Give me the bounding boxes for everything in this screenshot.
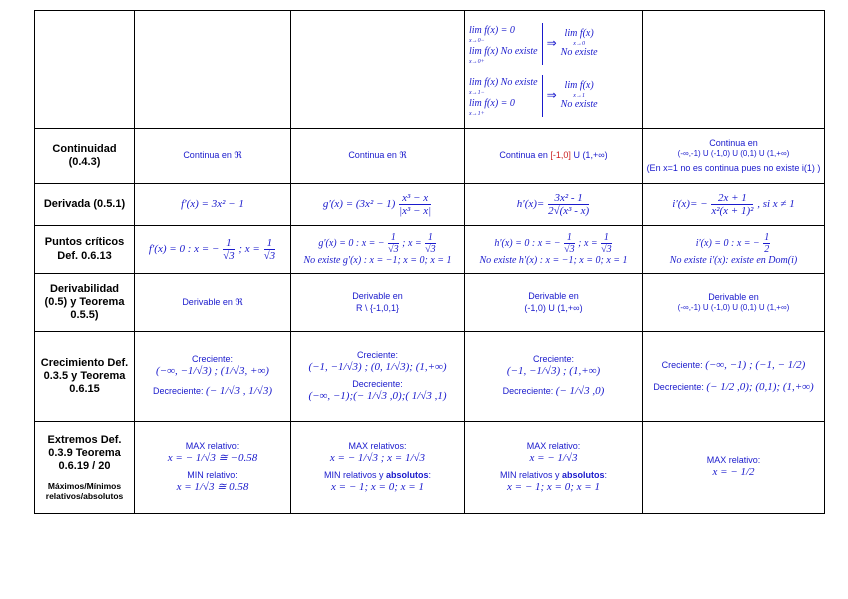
limit-text: lim f(x) No existe [469, 76, 538, 88]
empty-cell [291, 11, 465, 129]
text: MIN relativos y [323, 469, 386, 480]
table-row-derivabilidad [35, 274, 825, 332]
denominator: √3 [601, 243, 612, 255]
text: Decreciente: [153, 386, 204, 397]
numerator: 1 [264, 237, 276, 250]
text: Continua en [499, 150, 551, 161]
text: (−∞, −1/√3) ; (1/√3, +∞) [156, 365, 269, 378]
denominator: √3 [388, 243, 399, 255]
text: (-∞,-1) U (-1,0) U (0,1) U (1,+∞) [677, 149, 790, 158]
cell-crecimiento-f [135, 332, 291, 422]
cell-criticos-i [643, 226, 825, 274]
text: U (1,+∞) [570, 150, 608, 161]
text: : [428, 469, 432, 480]
cell-derivabilidad-f: Derivable en ℜ [135, 274, 291, 332]
text: x = − 1/√3 [529, 451, 578, 464]
text: Creciente: [356, 349, 399, 360]
limit-result: lim f(x) [564, 28, 594, 39]
limit-result: No existe [560, 98, 598, 110]
limit-sub: x→1+ [469, 110, 485, 117]
numerator: 2x + 1 [711, 192, 753, 205]
denominator: √3 [564, 243, 575, 255]
limit-sub: x→1− [469, 89, 485, 96]
text: (-∞,-1) U (-1,0) U (0,1) U (1,+∞) [677, 303, 790, 313]
cell-continuidad-g: Continua en ℜ [291, 129, 465, 184]
table-row-crecimiento [35, 332, 825, 422]
limit-result: No existe [560, 46, 598, 58]
text: Máximos/Mínimos relativos/absolutos [45, 481, 124, 502]
cell-extremos-g [291, 422, 465, 514]
denominator: 2 [764, 243, 770, 255]
text: R \ {-1,0,1} [355, 302, 400, 313]
text: (− 1/2 ,0); (0,1); (1,+∞) [706, 380, 814, 393]
empty-cell [35, 11, 135, 129]
row-label: Crecimiento Def. 0.3.5 y Teorema 0.6.15 [35, 332, 135, 422]
text: Continua en [709, 137, 758, 148]
text: MAX relativos: [348, 440, 407, 451]
cell-continuidad-i [643, 129, 825, 184]
limit-sub: x→1 [573, 92, 585, 99]
cell-continuidad-f: Continua en ℜ [135, 129, 291, 184]
text: (-1,0) U (1,+∞) [524, 302, 583, 313]
row-label: Continuidad (0.4.3) [35, 129, 135, 184]
empty-cell [135, 11, 291, 129]
row-label: Puntos críticos Def. 0.6.13 [35, 226, 135, 274]
cell-criticos-g [291, 226, 465, 274]
cell-criticos-f [135, 226, 291, 274]
text: (−∞, −1);(− 1/√3 ,0);( 1/√3 ,1) [308, 389, 447, 402]
row-label: Derivada (0.5.1) [35, 184, 135, 226]
denominator: 2√(x³ - x) [548, 205, 590, 217]
text: g′(x) = 0 : x = − [318, 237, 385, 249]
limit-sub: x→0 [573, 40, 585, 47]
table-row-continuidad [35, 129, 825, 184]
cell-derivabilidad-g [291, 274, 465, 332]
cell-derivada-f: f′(x) = 3x² − 1 [135, 184, 291, 226]
text: : [604, 469, 608, 480]
cell-derivada-g [291, 184, 465, 226]
text: x = − 1/√3 ≅ −0.58 [167, 451, 258, 464]
table-row-limits [35, 11, 825, 129]
text: Derivable en [352, 291, 403, 302]
limit-sub: x→0+ [469, 58, 485, 65]
numerator: 1 [388, 232, 399, 244]
limit-block-one [469, 75, 639, 117]
table-row-criticos [35, 226, 825, 274]
text: Decreciente: [502, 386, 554, 397]
text: No existe i′(x): existe en Dom(i) [669, 254, 798, 266]
cell-extremos-f [135, 422, 291, 514]
text: absolutos [561, 469, 605, 480]
text: (−∞, −1) ; (−1, − 1/2) [705, 358, 806, 371]
cell-crecimiento-i [643, 332, 825, 422]
text: (−1, −1/√3) ; (0, 1/√3); (1,+∞) [308, 360, 447, 373]
table-row-extremos [35, 422, 825, 514]
text: MAX relativo: [185, 440, 240, 451]
text: Creciente: [532, 354, 575, 365]
limit-text: lim f(x) No existe [469, 45, 538, 57]
numerator: x³ − x [399, 192, 431, 205]
cell-extremos-i [643, 422, 825, 514]
text: Decreciente: [653, 381, 704, 392]
text: Creciente: [661, 359, 703, 370]
implies-arrow-icon: ⇒ [546, 36, 557, 50]
numerator: 1 [601, 232, 612, 244]
cell-crecimiento-h [465, 332, 643, 422]
cell-extremos-h [465, 422, 643, 514]
denominator: √3 [425, 243, 436, 255]
text: Extremos Def. 0.3.9 Teorema 0.6.19 / 20 [47, 433, 122, 472]
cell-criticos-h [465, 226, 643, 274]
text: g′(x) = (3x² − 1) [322, 198, 396, 211]
text: Derivable en [528, 291, 579, 302]
limit-text: lim f(x) = 0 [469, 97, 515, 109]
text: ; x = [402, 237, 422, 249]
text: h′(x)= [516, 198, 545, 211]
text: MIN relativo: [187, 469, 238, 480]
text: (−1, −1/√3) ; (1,+∞) [506, 365, 601, 378]
text: x = − 1/√3 ; x = 1/√3 [329, 451, 426, 464]
text: MAX relativo: [706, 455, 761, 465]
text: absolutos [385, 469, 429, 480]
text: x = − 1; x = 0; x = 1 [331, 480, 424, 493]
numerator: 3x² - 1 [548, 192, 589, 205]
text: (− 1/√3 ,0) [555, 385, 605, 398]
table-row-derivada [35, 184, 825, 226]
limit-text: lim f(x) = 0 [469, 24, 515, 36]
numerator: 1 [564, 232, 575, 244]
text: MAX relativo: [526, 440, 581, 451]
text: x = − 1/2 [712, 466, 755, 479]
limits-cell [465, 11, 643, 129]
text: ; x = [238, 243, 260, 256]
text: (En x=1 no es continua pues no existe i(1) ) [646, 163, 821, 173]
row-label [35, 422, 135, 514]
empty-cell [643, 11, 825, 129]
numerator: 1 [223, 237, 235, 250]
text: x = 1/√3 ≅ 0.58 [176, 480, 249, 493]
cell-continuidad-h [465, 129, 643, 184]
text: i′(x)= − [672, 198, 708, 211]
denominator: |x³ − x| [399, 205, 432, 217]
numerator: 1 [764, 231, 770, 243]
cell-derivada-i [643, 184, 825, 226]
text: ; x = [578, 237, 598, 249]
denominator: √3 [223, 250, 235, 262]
cell-derivabilidad-i [643, 274, 825, 332]
text: f′(x) = 0 : x = − [148, 243, 220, 256]
analysis-table [34, 10, 825, 514]
implies-arrow-icon: ⇒ [546, 88, 557, 102]
text: x = − 1; x = 0; x = 1 [507, 480, 600, 493]
text: Derivable en [708, 291, 759, 302]
cell-derivabilidad-h [465, 274, 643, 332]
text: No existe h′(x) : x = −1; x = 0; x = 1 [479, 254, 628, 266]
text: No existe g′(x) : x = −1; x = 0; x = 1 [303, 254, 452, 266]
text: h′(x) = 0 : x = − [494, 237, 561, 249]
text: , si x ≠ 1 [757, 198, 795, 211]
limit-block-zero [469, 23, 639, 65]
row-label: Derivabilidad (0.5) y Teorema 0.5.5) [35, 274, 135, 332]
text: i′(x) = 0 : x = − [695, 237, 760, 249]
text: Decreciente: [352, 378, 403, 389]
text: [-1,0] [550, 150, 571, 161]
text: (− 1/√3 , 1/√3) [206, 385, 272, 398]
denominator: x²(x + 1)² [711, 205, 754, 217]
limit-sub: x→0− [469, 37, 485, 44]
text: Creciente: [191, 354, 234, 365]
limit-result: lim f(x) [564, 80, 594, 91]
numerator: 1 [425, 232, 436, 244]
text: MIN relativos y [499, 469, 562, 480]
cell-crecimiento-g [291, 332, 465, 422]
cell-derivada-h [465, 184, 643, 226]
denominator: √3 [263, 250, 276, 262]
